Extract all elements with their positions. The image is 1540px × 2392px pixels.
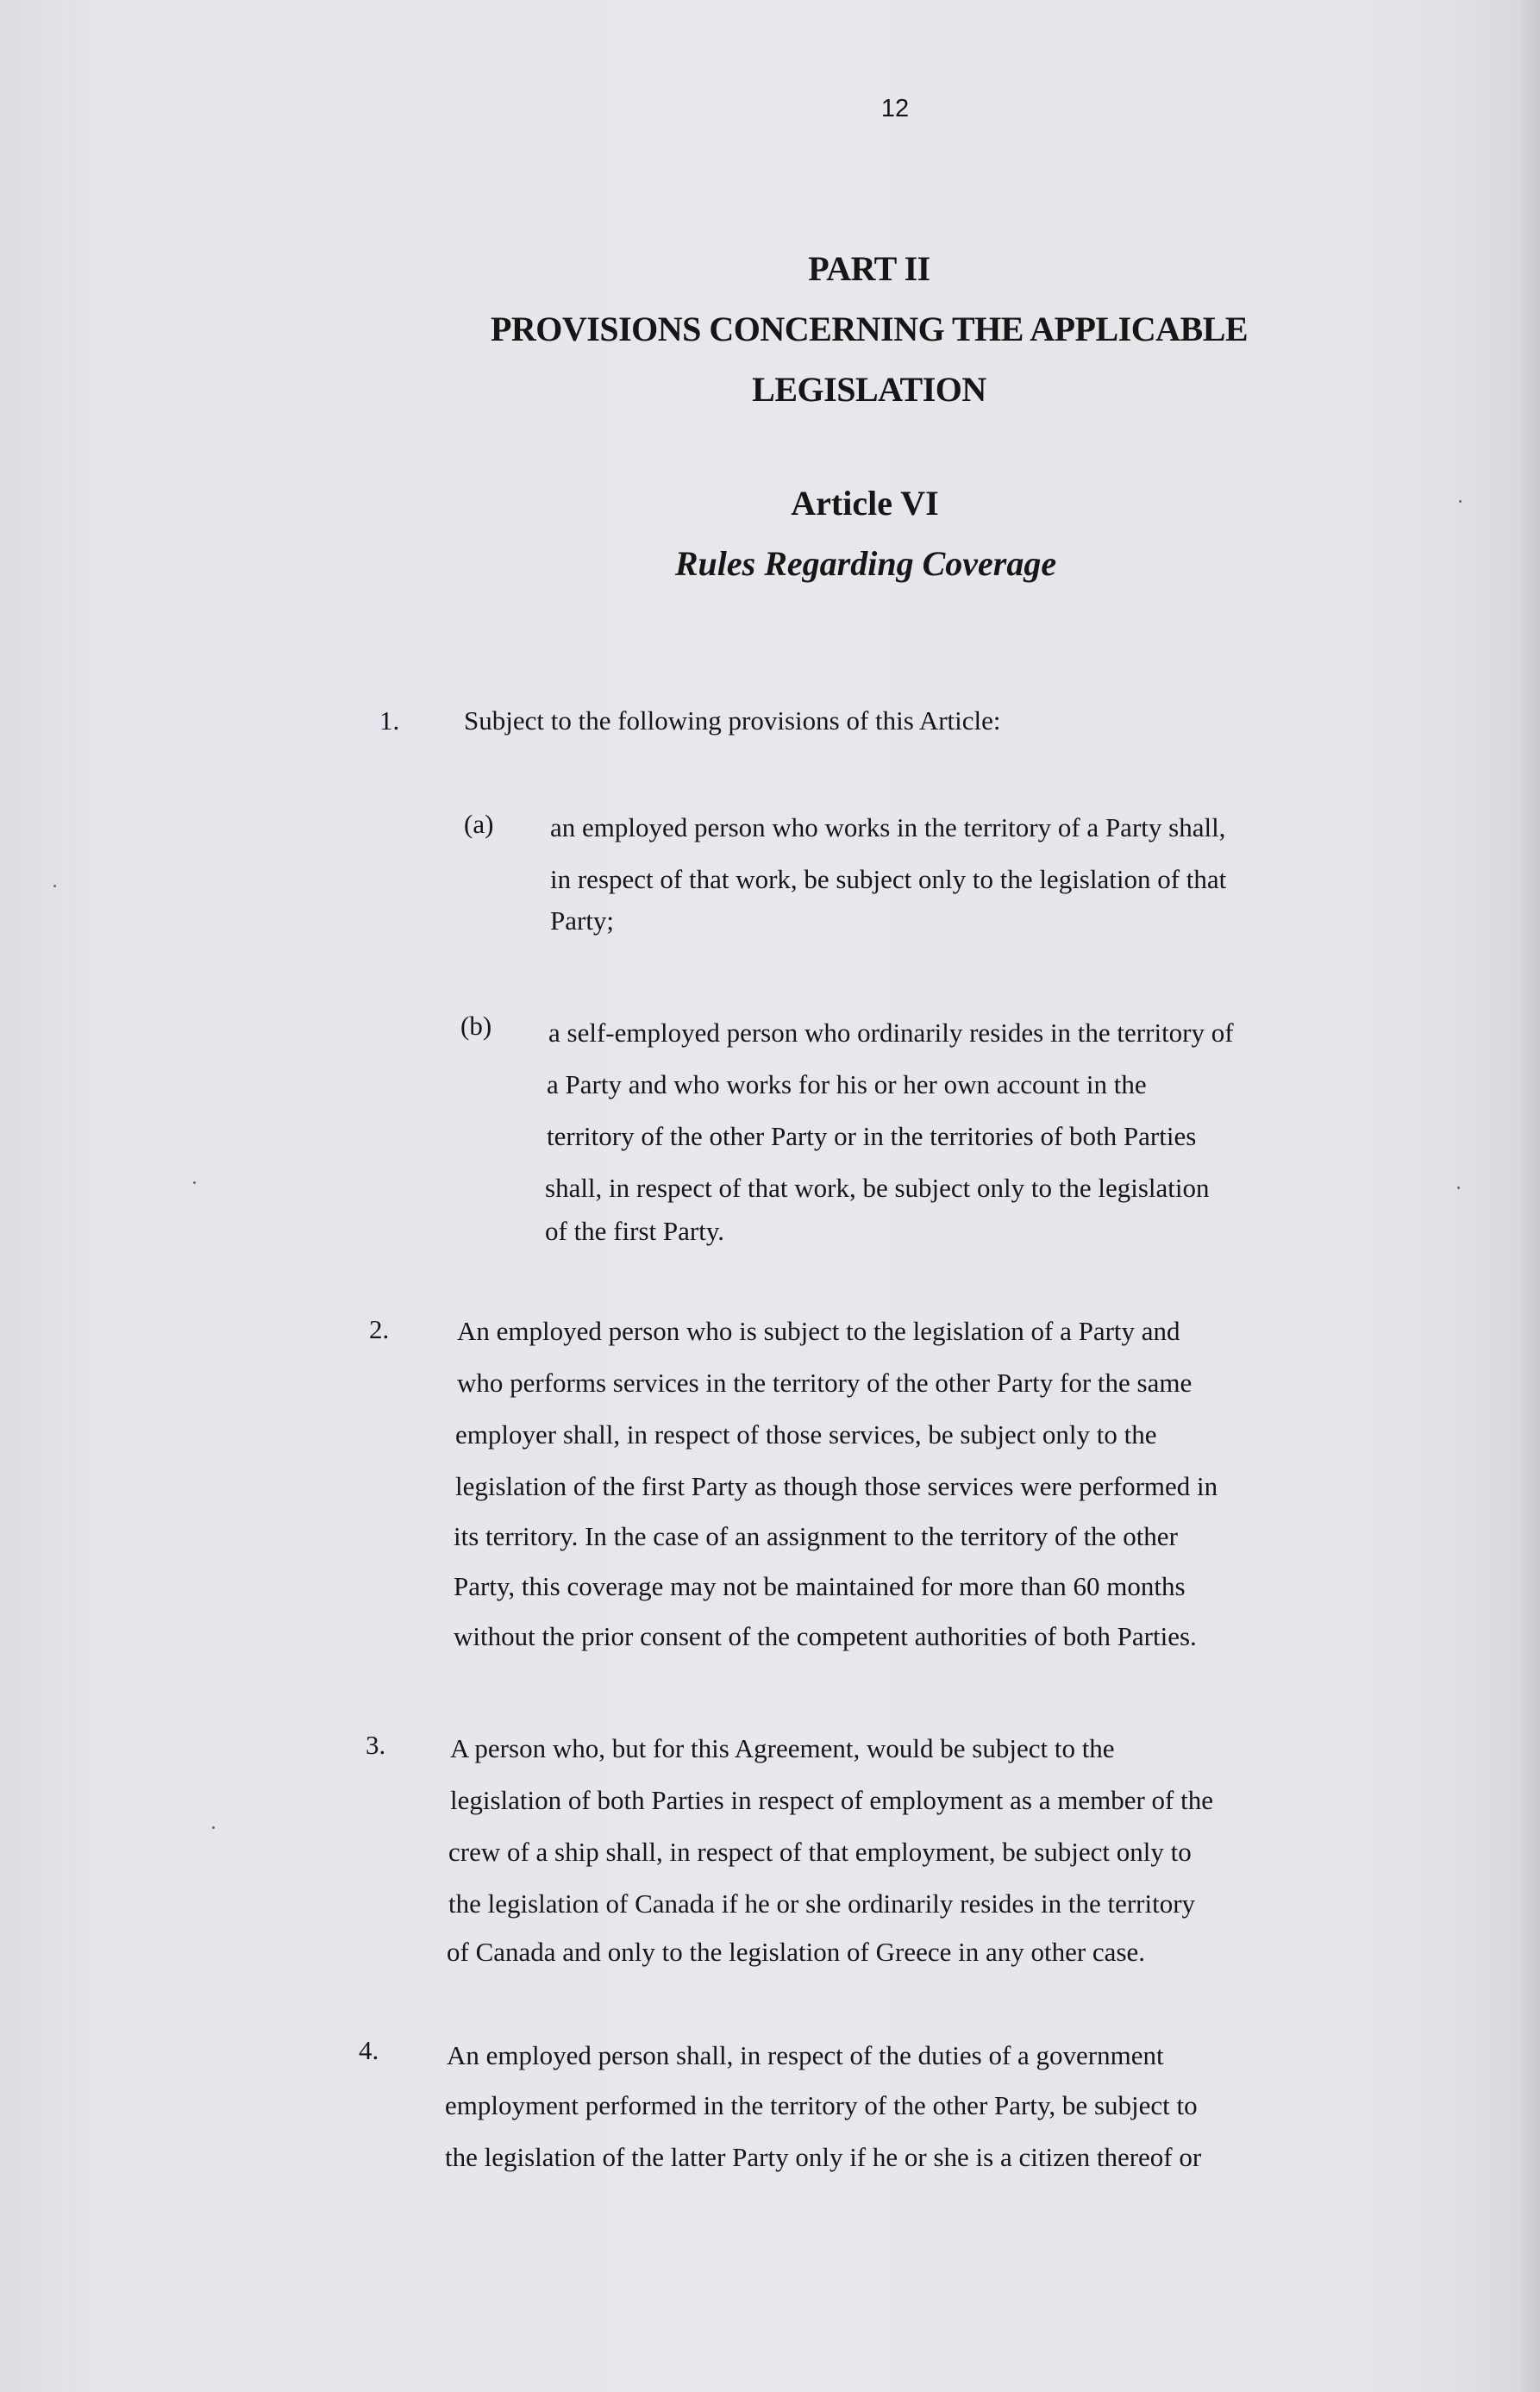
paragraph-2-line-2: who performs services in the territory of the other Party for the same	[457, 1368, 1193, 1398]
subparagraph-b-line-2: a Party and who works for his or her own account in the	[547, 1069, 1147, 1099]
paragraph-2-number: 2.	[369, 1314, 390, 1344]
paragraph-3-line-5: of Canada and only to the legislation of Greece in any other case.	[447, 1937, 1146, 1967]
part-subtitle-line-1: PROVISIONS CONCERNING THE APPLICABLE	[490, 310, 1249, 348]
article-title: Article VI	[791, 484, 939, 523]
paragraph-1-number: 1.	[379, 705, 400, 736]
part-title: PART II	[808, 249, 930, 288]
paragraph-4-number: 4.	[359, 2035, 379, 2065]
paragraph-4-line-3: the legislation of the latter Party only if he or she is a citizen thereof or	[445, 2142, 1202, 2172]
paragraph-2-line-5: its territory. In the case of an assignment to the territory of the other	[454, 1521, 1178, 1551]
subparagraph-b-line-3: territory of the other Party or in the territories of both Parties	[547, 1121, 1197, 1151]
subparagraph-b-line-5: of the first Party.	[545, 1216, 725, 1246]
part-subtitle-line-2: LEGISLATION	[752, 370, 986, 409]
page-edge	[1521, 0, 1540, 2392]
paragraph-3-line-3: crew of a ship shall, in respect of that employment, be subject only to	[448, 1837, 1192, 1867]
paragraph-3-line-4: the legislation of Canada if he or she ordinarily resides in the territory	[448, 1888, 1196, 1919]
subparagraph-b-line-1: a self-employed person who ordinarily resides in the territory of	[548, 1018, 1234, 1048]
paragraph-2-line-7: without the prior consent of the competent authorities of both Parties.	[454, 1621, 1197, 1651]
paragraph-2-line-1: An employed person who is subject to the legislation of a Party and	[457, 1316, 1180, 1346]
scan-speck	[212, 1826, 215, 1829]
paragraph-3-line-2: legislation of both Parties in respect of employment as a member of the	[450, 1785, 1213, 1815]
paragraph-3-number: 3.	[366, 1730, 386, 1760]
subparagraph-a-line-2: in respect of that work, be subject only to the legislation of that	[550, 864, 1227, 894]
page-number: 12	[880, 95, 910, 122]
subparagraph-a-label: (a)	[464, 809, 494, 839]
subparagraph-a-line-1: an employed person who works in the territory of a Party shall,	[550, 812, 1226, 842]
scan-speck	[53, 885, 56, 887]
paragraph-1-text: Subject to the following provisions of this Article:	[464, 705, 1001, 736]
article-subtitle: Rules Regarding Coverage	[674, 544, 1057, 583]
scan-speck	[1457, 1187, 1460, 1189]
paragraph-4-line-1: An employed person shall, in respect of the duties of a government	[447, 2040, 1164, 2070]
paragraph-2-line-6: Party, this coverage may not be maintained for more than 60 months	[454, 1571, 1186, 1601]
paragraph-2-line-4: legislation of the first Party as though those services were performed in	[455, 1471, 1218, 1501]
subparagraph-a-line-3: Party;	[550, 905, 615, 936]
paragraph-4-line-2: employment performed in the territory of the other Party, be subject to	[445, 2090, 1198, 2120]
paragraph-2-line-3: employer shall, in respect of those services, be subject only to the	[455, 1419, 1157, 1450]
subparagraph-b-label: (b)	[460, 1011, 492, 1041]
paragraph-3-line-1: A person who, but for this Agreement, would be subject to the	[450, 1733, 1115, 1763]
scan-speck	[193, 1181, 196, 1184]
scan-speck	[1459, 500, 1462, 503]
subparagraph-b-line-4: shall, in respect of that work, be subject only to the legislation	[545, 1173, 1210, 1203]
